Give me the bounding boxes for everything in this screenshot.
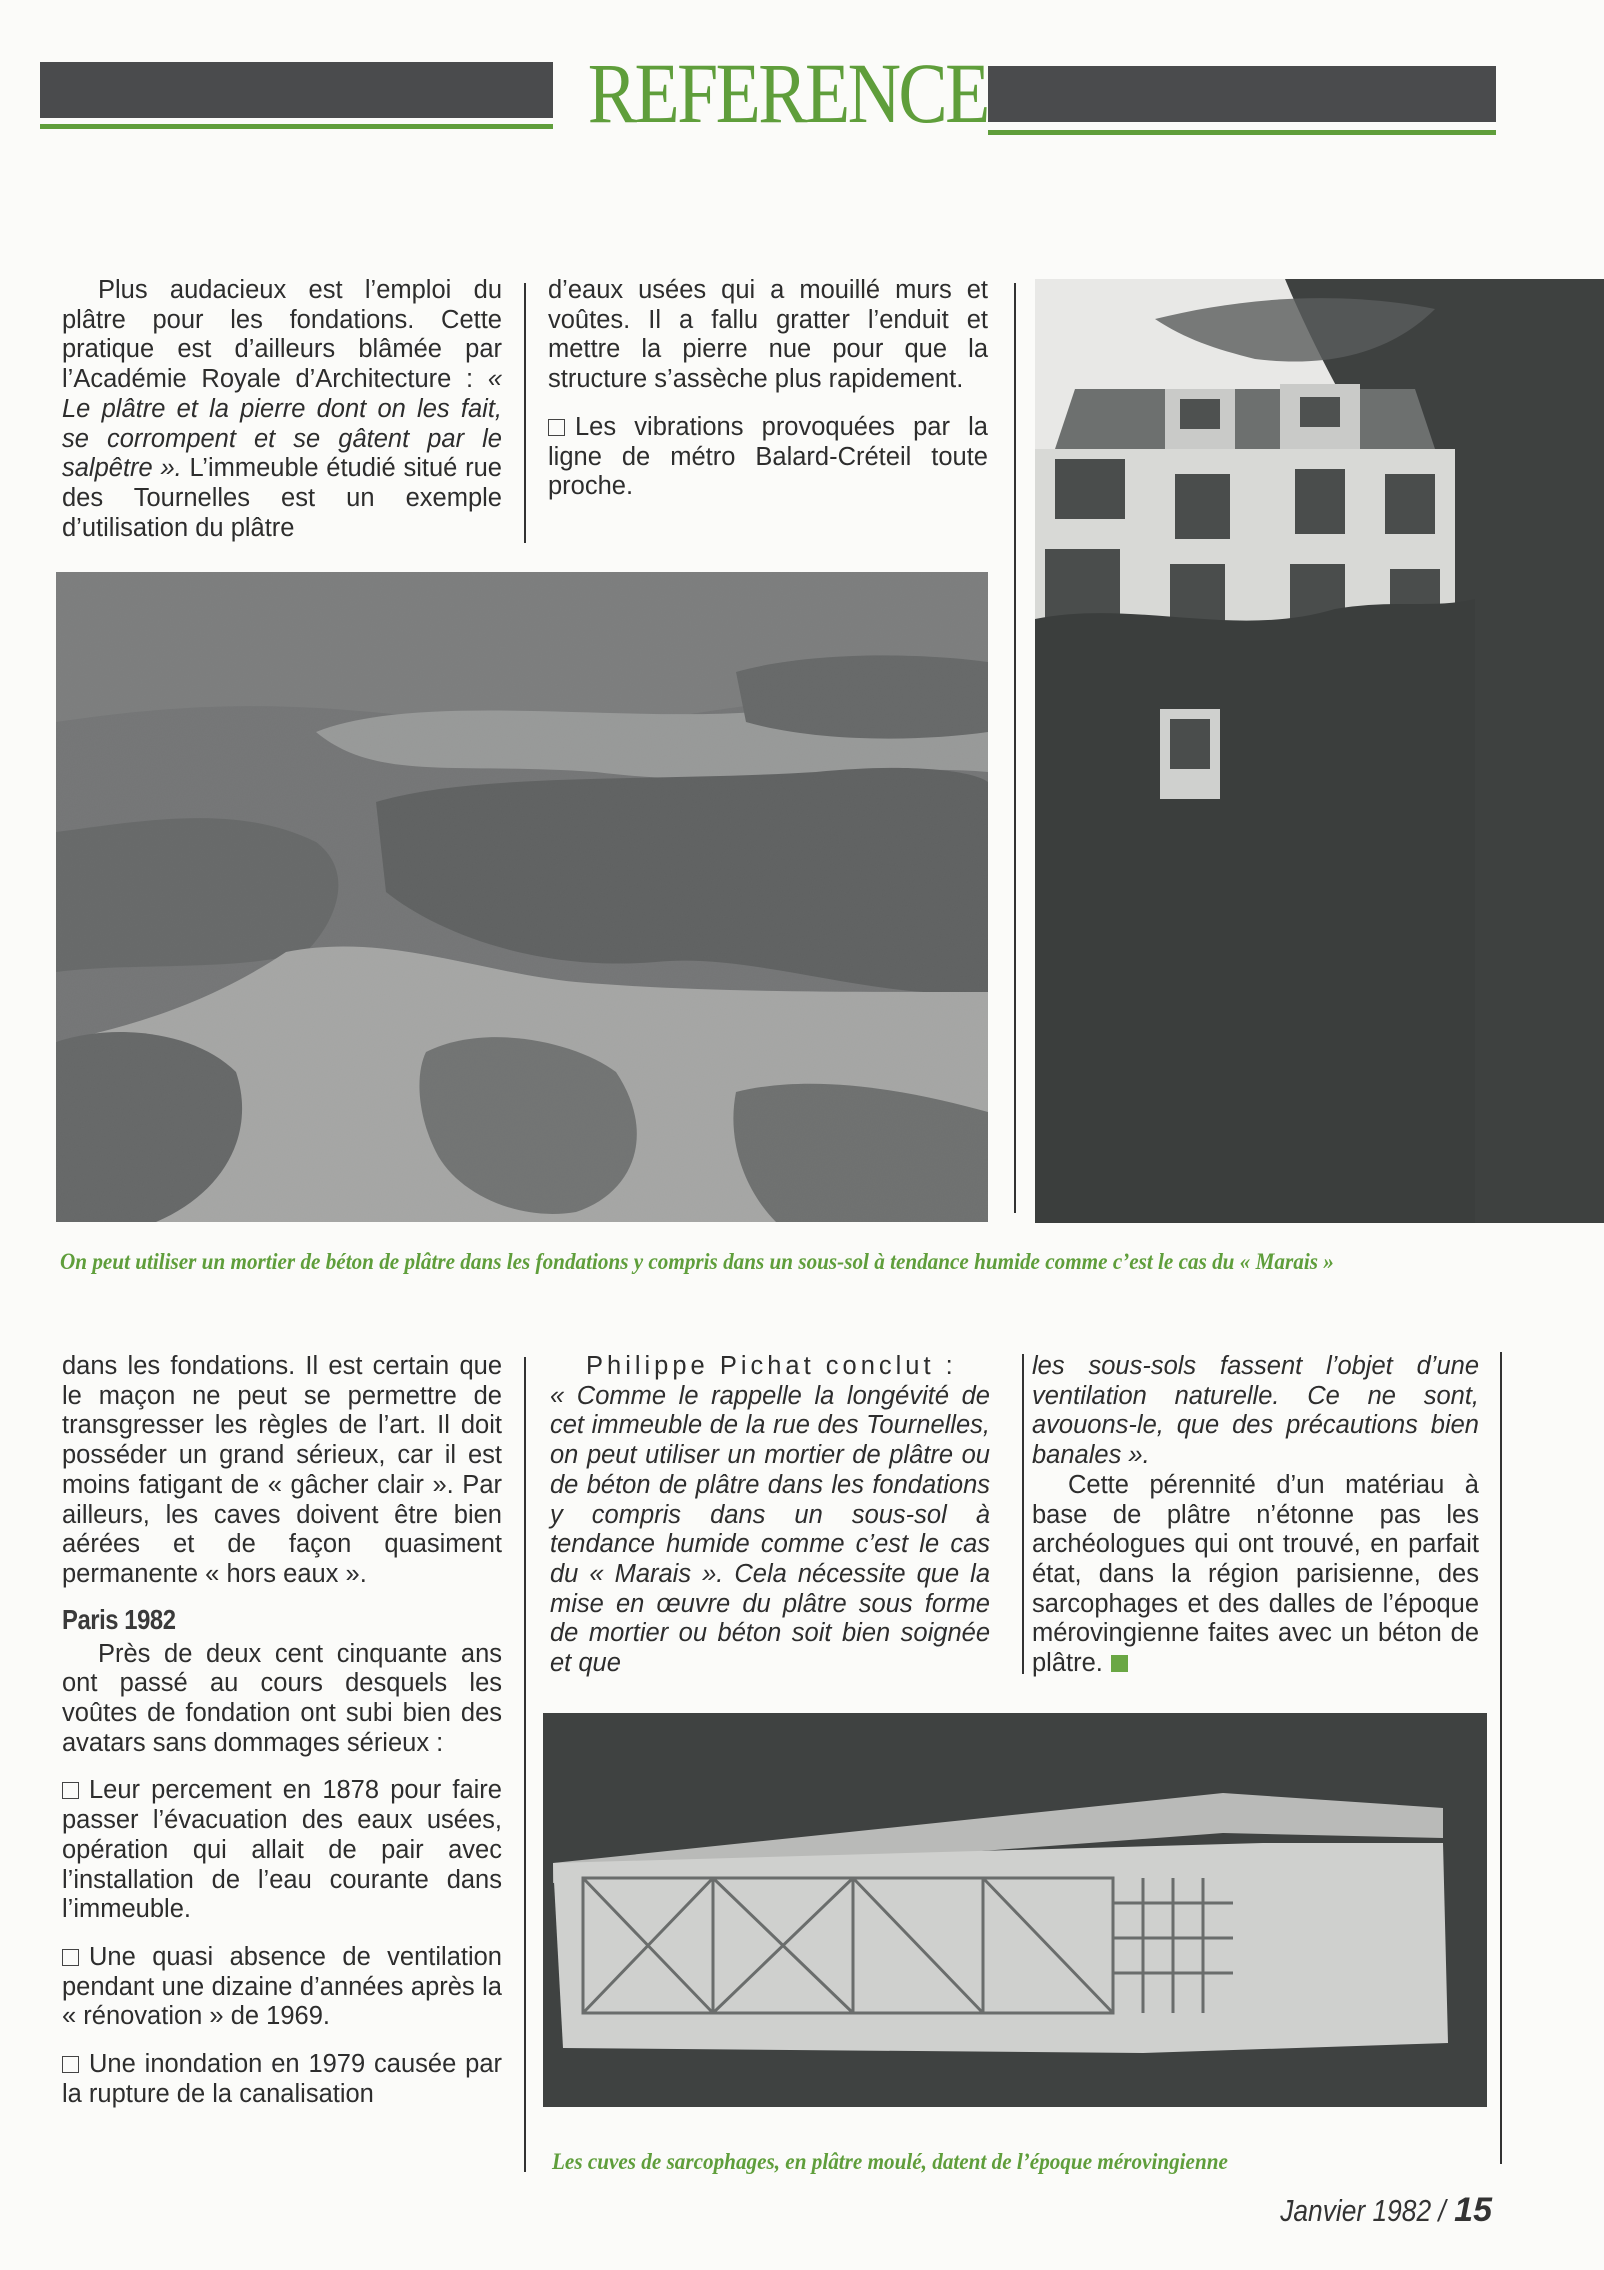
checkbox-bullet-icon — [548, 419, 565, 436]
photo-building-facade — [1035, 279, 1604, 1223]
checkbox-bullet-icon — [62, 1949, 79, 1966]
bullet-item — [62, 1776, 502, 1925]
column-top-left — [62, 276, 502, 543]
header-bar-right — [988, 66, 1496, 122]
paragraph: Près de deux cent cinquante ans ont passé au cours desquels les voûtes de fondation ont subi bien des avatars sans dommages sérieux : — [62, 1639, 502, 1757]
end-of-article-icon — [1111, 1655, 1128, 1672]
section-title: REFERENCE — [587, 45, 988, 141]
issue-date: Janvier 1982 / — [1280, 2193, 1446, 2228]
column-divider — [524, 283, 526, 543]
column-divider — [1500, 1352, 1502, 2164]
checkbox-bullet-icon — [62, 2056, 79, 2073]
building-photo-image — [1035, 279, 1604, 1223]
column-divider — [1022, 1354, 1024, 1674]
column-divider — [524, 1357, 526, 2172]
bullet-text: Les vibrations provoquées par la ligne de métro Balard-Créteil toute proche. — [548, 412, 988, 501]
sarcophagus-photo-image — [543, 1713, 1487, 2107]
paragraph — [62, 276, 502, 543]
bullet-item — [62, 2050, 502, 2109]
subheading-paris-1982: Paris 1982 — [62, 1603, 176, 1635]
text-run: Plus audacieux est l’emploi du plâtre pour les fondations. Cette pratique est d’ailleurs blâmée par l’Académie Royale d’Architecture : — [62, 276, 502, 394]
quote-pichat: « Comme le rappelle la longévité de cet immeuble de la rue des Tournelles, on peut utiliser un mortier de plâtre ou de béton de plâtre dans les fondations y compris dans un sous-sol à tendance humide comme c’est le cas du « Marais ». Cela nécessite que la mise en œuvre du plâtre sous forme de mortier ou béton soit bien soignée et que — [550, 1381, 990, 1678]
header-rule-left — [40, 124, 553, 129]
header-bar-left — [40, 62, 553, 118]
wall-photo-image — [56, 572, 988, 1222]
column-divider — [1014, 283, 1016, 1213]
paragraph: d’eaux usées qui a mouillé murs et voûtes. Il a fallu gratter l’enduit et mettre la pierre nue pour que la structure s’assèche plus rapidement. — [548, 276, 988, 394]
photo-foundation-wall — [56, 572, 988, 1222]
photo-sarcophagus — [543, 1713, 1487, 2107]
quote-intro: Philippe Pichat conclut : — [586, 1352, 957, 1380]
bullet-item — [548, 413, 988, 502]
bullet-text: Une inondation en 1979 causée par la rupture de la canalisation — [62, 2050, 502, 2108]
column-bottom-right — [1032, 1352, 1479, 1679]
column-bottom-left — [62, 1352, 502, 2109]
page-number: 15 — [1454, 2191, 1492, 2229]
bullet-text: Une quasi absence de ventilation pendant une dizaine d’années après la « rénovation » de 1969. — [62, 1942, 502, 2031]
bullet-text: Leur percement en 1878 pour faire passer l’évacuation des eaux usées, opération qui allait de pair avec l’installation de l’eau courante dans l’immeuble. — [62, 1776, 502, 1924]
column-top-middle — [548, 276, 988, 502]
photo-caption-sarcophagus: Les cuves de sarcophages, en plâtre moulé, datent de l’époque mérovingienne — [552, 2149, 1228, 2174]
header-rule-right — [988, 130, 1496, 135]
quote-pichat-end: les sous-sols fassent l’objet d’une ventilation naturelle. Ce ne sont, avouons-le, que des précautions bien banales ». — [1032, 1352, 1479, 1470]
photo-caption-foundations: On peut utiliser un mortier de béton de plâtre dans les fondations y compris dans un sous-sol à tendance humide comme c’est le cas du « Marais » — [60, 1249, 1334, 1274]
text-run: L’immeuble étudié situé rue des Tournelles est un exemple d’utilisation du plâtre — [62, 454, 502, 542]
checkbox-bullet-icon — [62, 1782, 79, 1799]
text-run: Cette pérennité d’un matériau à base de plâtre n’étonne pas les archéologues qui ont trouvé, en parfait état, dans la région parisienne, des sarcophages et des dalles de l’époque mérovingienne faites avec un béton de plâtre. — [1032, 1470, 1479, 1678]
column-bottom-middle — [550, 1352, 990, 1679]
page-footer — [1180, 2192, 1492, 2229]
paragraph-conclusion — [1032, 1471, 1479, 1679]
paragraph: dans les fondations. Il est certain que le maçon ne peut se permettre de transgresser les règles de l’art. Il doit posséder un grand sérieux, car il est moins fatigant de « gâcher clair ». Par ailleurs, les caves doivent être bien aérées et de façon quasiment permanente « hors eaux ». — [62, 1352, 502, 1588]
quote-academie: « Le plâtre et la pierre dont on les fait, se corrompent et se gâtent par le salpêtre ». — [62, 365, 502, 483]
bullet-item — [62, 1943, 502, 2032]
